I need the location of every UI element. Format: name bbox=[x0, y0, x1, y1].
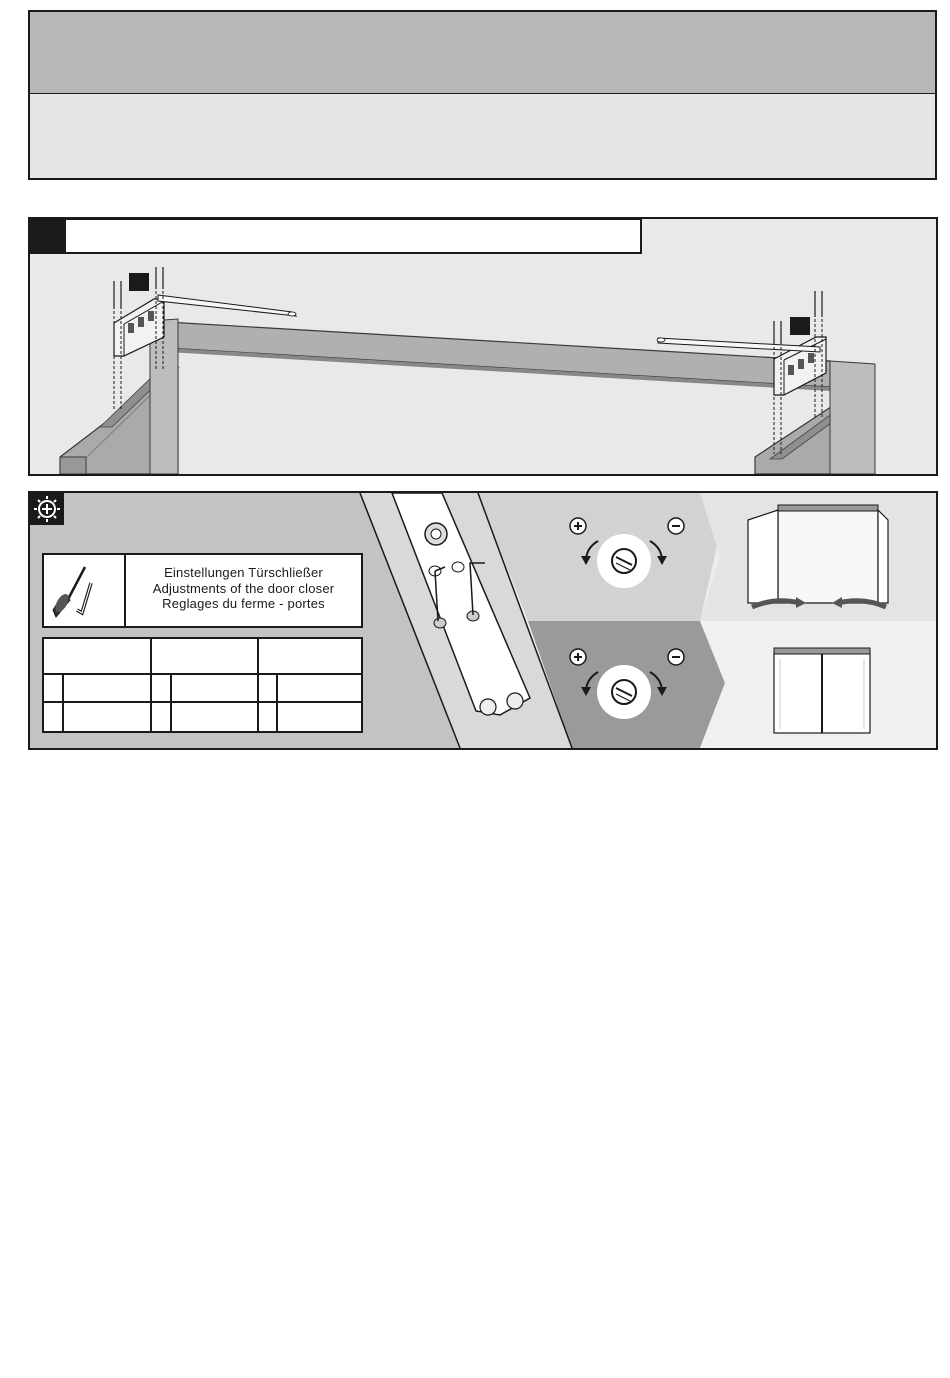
step-title-bar bbox=[30, 219, 641, 253]
tools-icon-cell bbox=[44, 555, 126, 626]
step-number-box bbox=[30, 219, 66, 253]
table-subcol-divider bbox=[170, 673, 172, 731]
adjustment-label bbox=[126, 565, 361, 612]
doors-closed-illustration bbox=[774, 648, 870, 733]
adjustment-label-de: Einstellungen Türschließer bbox=[164, 565, 323, 580]
table-col-divider bbox=[150, 639, 152, 731]
frame-jamb-right bbox=[830, 361, 875, 474]
adjust-gear-plus-icon bbox=[30, 493, 64, 525]
valve-screw-2 bbox=[452, 562, 464, 572]
settings-table bbox=[42, 637, 363, 733]
allen-key-icon bbox=[77, 583, 91, 613]
left-closer-arm bbox=[158, 295, 296, 316]
right-part-marker bbox=[790, 317, 810, 335]
left-part-marker bbox=[129, 273, 149, 291]
header-title-bar bbox=[28, 10, 937, 95]
table-row-divider bbox=[44, 701, 361, 703]
header-subtitle-bar bbox=[28, 94, 937, 180]
mount-screw-2 bbox=[507, 693, 523, 709]
mounting-step-panel bbox=[28, 217, 938, 476]
adjustment-label-en: Adjustments of the door closer bbox=[152, 580, 335, 596]
screwdriver-icon bbox=[53, 567, 85, 617]
mounting-illustration bbox=[30, 219, 936, 474]
right-closer-arm bbox=[658, 338, 820, 352]
table-row-divider bbox=[44, 673, 361, 675]
table-subcol-divider bbox=[62, 673, 64, 731]
mount-screw-1 bbox=[480, 699, 496, 715]
tools-box bbox=[42, 553, 363, 628]
adjustment-panel bbox=[28, 491, 938, 750]
doors-open-illustration bbox=[748, 505, 888, 608]
adjustment-label-fr: Reglages du ferme - portes bbox=[162, 596, 325, 611]
table-col-divider bbox=[257, 639, 259, 731]
table-subcol-divider bbox=[276, 673, 278, 731]
